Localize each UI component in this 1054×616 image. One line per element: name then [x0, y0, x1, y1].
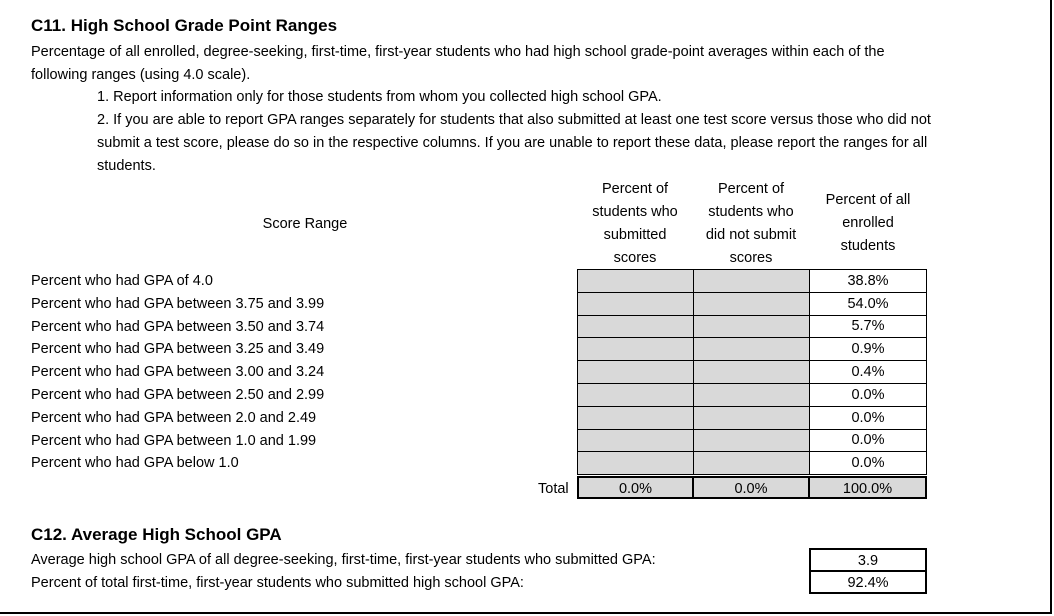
gpa-row-label: Percent who had GPA between 3.75 and 3.99 [31, 296, 325, 312]
col-header-not-submitted [693, 178, 809, 270]
gpa-row-submitted-cell[interactable] [577, 337, 694, 361]
gpa-row-not-submitted-cell[interactable] [693, 360, 810, 384]
gpa-row-not-submitted-cell[interactable] [693, 383, 810, 407]
c12-title: C12. Average High School GPA [31, 525, 282, 544]
gpa-row-all-cell[interactable]: 0.0% [809, 383, 927, 407]
gpa-row-label: Percent who had GPA between 3.00 and 3.24 [31, 364, 325, 380]
gpa-row-submitted-cell[interactable] [577, 406, 694, 430]
col-header-all-line: Percent of all [825, 192, 911, 208]
gpa-row-submitted-cell[interactable] [577, 315, 694, 338]
c12-pct-value-cell[interactable]: 92.4% [809, 570, 927, 594]
col-header-all [809, 189, 927, 258]
gpa-row-label: Percent who had GPA between 1.0 and 1.99 [31, 433, 317, 449]
gpa-row-submitted-cell[interactable] [577, 269, 694, 293]
c11-note2-line2: submit a test score, please do so in the respective columns. If you are unable to report these data, please report the ranges for all [97, 135, 928, 151]
gpa-row-not-submitted-cell[interactable] [693, 451, 810, 475]
col-header-all-line: students [840, 238, 896, 254]
gpa-row-label: Percent who had GPA between 2.0 and 2.49 [31, 410, 317, 426]
score-range-header: Score Range [262, 216, 348, 232]
col-header-not-submitted-line: students who [708, 204, 794, 220]
total-label: Total [538, 481, 569, 497]
gpa-row-label: Percent who had GPA between 3.25 and 3.49 [31, 341, 325, 357]
col-header-submitted-line: Percent of [601, 181, 669, 197]
col-header-not-submitted-line: Percent of [717, 181, 785, 197]
c11-note1: 1. Report information only for those students from whom you collected high school GPA. [97, 89, 662, 105]
total-all-cell[interactable]: 100.0% [808, 476, 927, 499]
col-header-submitted-line: students who [592, 204, 678, 220]
gpa-row-not-submitted-cell[interactable] [693, 406, 810, 430]
gpa-row-not-submitted-cell[interactable] [693, 315, 810, 338]
gpa-row-all-cell[interactable]: 0.9% [809, 337, 927, 361]
gpa-row-not-submitted-cell[interactable] [693, 269, 810, 293]
gpa-row-label: Percent who had GPA between 3.50 and 3.74 [31, 319, 325, 335]
gpa-row-label: Percent who had GPA of 4.0 [31, 273, 213, 289]
col-header-submitted [577, 178, 693, 270]
gpa-row-all-cell[interactable]: 0.0% [809, 451, 927, 475]
c11-note2-line1: 2. If you are able to report GPA ranges separately for students that also submitted at least one test score versus those who did not [97, 112, 931, 128]
gpa-row-label: Percent who had GPA between 2.50 and 2.99 [31, 387, 325, 403]
gpa-row-submitted-cell[interactable] [577, 451, 694, 475]
gpa-row-all-cell[interactable]: 38.8% [809, 269, 927, 293]
col-header-not-submitted-line: did not submit [705, 227, 797, 243]
gpa-row-not-submitted-cell[interactable] [693, 429, 810, 452]
gpa-row-all-cell[interactable]: 0.0% [809, 429, 927, 452]
gpa-row-all-cell[interactable]: 0.0% [809, 406, 927, 430]
total-submitted-cell[interactable]: 0.0% [577, 476, 694, 499]
c11-title: C11. High School Grade Point Ranges [31, 16, 338, 35]
gpa-row-all-cell[interactable]: 5.7% [809, 315, 927, 338]
gpa-row-all-cell[interactable]: 0.4% [809, 360, 927, 384]
gpa-row-submitted-cell[interactable] [577, 292, 694, 316]
c12-avg-value-cell[interactable]: 3.9 [809, 548, 927, 572]
gpa-row-all-cell[interactable]: 54.0% [809, 292, 927, 316]
c12-pct-label: Percent of total first-time, first-year students who submitted high school GPA: [31, 575, 524, 591]
gpa-row-label: Percent who had GPA below 1.0 [31, 455, 239, 471]
total-not-submitted-cell[interactable]: 0.0% [692, 476, 810, 499]
col-header-submitted-line: submitted [603, 227, 667, 243]
col-header-all-line: enrolled [842, 215, 894, 231]
c11-description-line2: following ranges (using 4.0 scale). [31, 67, 251, 83]
c11-description-line1: Percentage of all enrolled, degree-seeking, first-time, first-year students who had high school grade-point averages within each of the [31, 44, 885, 60]
gpa-row-submitted-cell[interactable] [577, 429, 694, 452]
c12-avg-label: Average high school GPA of all degree-seeking, first-time, first-year students who submitted GPA: [31, 552, 656, 568]
gpa-row-submitted-cell[interactable] [577, 360, 694, 384]
gpa-row-submitted-cell[interactable] [577, 383, 694, 407]
c11-note2-line3: students. [97, 158, 156, 174]
gpa-row-not-submitted-cell[interactable] [693, 337, 810, 361]
gpa-row-not-submitted-cell[interactable] [693, 292, 810, 316]
col-header-submitted-line: scores [613, 250, 657, 266]
col-header-not-submitted-line: scores [729, 250, 773, 266]
